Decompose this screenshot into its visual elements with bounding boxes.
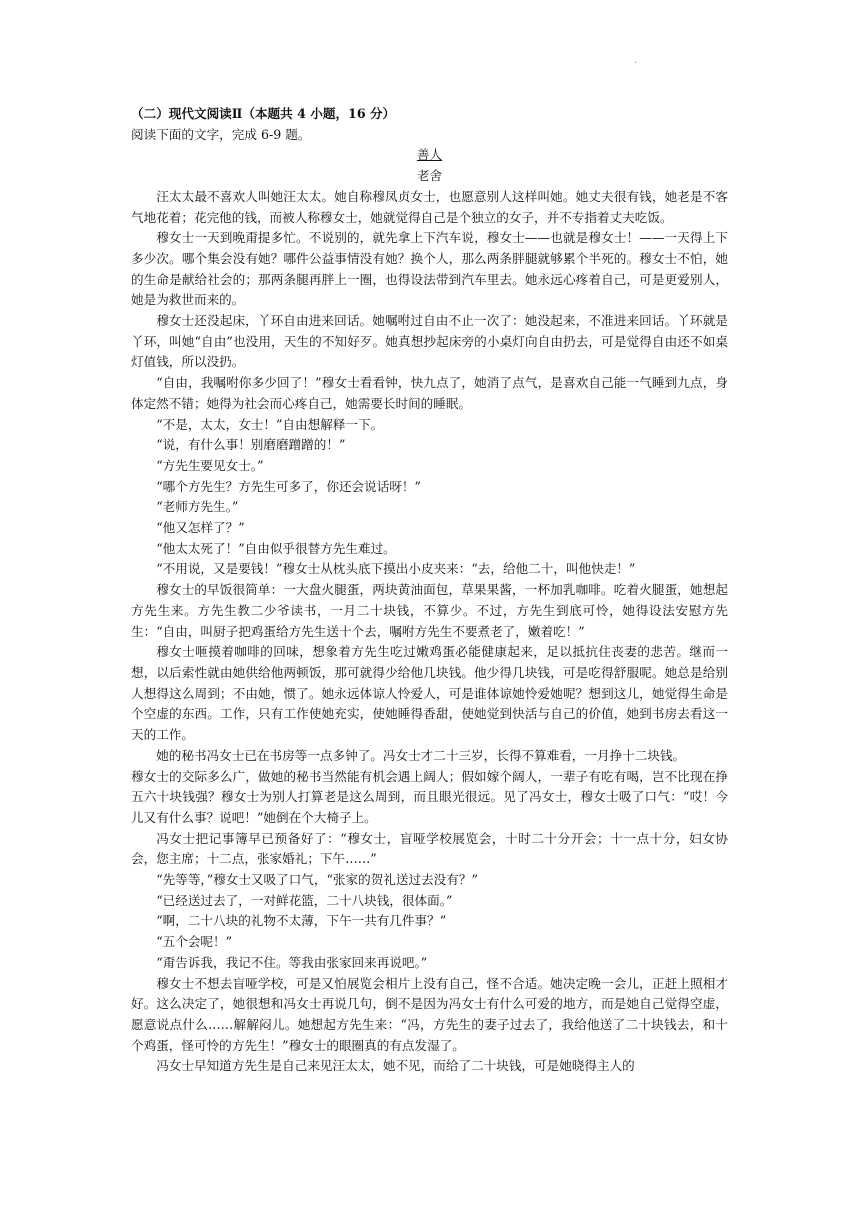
paragraph: 穆女士还没起床，丫环自由进来回话。她嘱咐过自由不止一次了：她没起来，不准进来回话。丫环就是丫环，叫她“自由”也没用，天生的不知好歹。她真想抄起床旁的小桌灯向自由扔去，可是觉得自由还不如桌灯值钱，所以没扔。 xyxy=(131,313,728,370)
story-title-text: 善人 xyxy=(416,147,443,163)
dialogue-line: “五个会呢！” xyxy=(156,934,233,950)
dialogue-line: “老师方先生。” xyxy=(156,499,239,515)
paragraph: 穆女士咂摸着咖啡的回味，想象着方先生吃过嫩鸡蛋必能健康起来，足以抵抗住丧妻的悲苦。继而一想，以后索性就由她供给他两顿饭，那可就得少给他几块钱。他少得几块钱，可是吃得舒服呢。她总是给别人想得这么周到；不由她，惯了。她永远体谅人怜爱人，可是谁体谅她怜爱她呢？想到这儿，她觉得生命是个空虚的东西。工作，只有工作使她充实，使她睡得香甜，使她觉到快活与自己的价值，她到书房去看这一天的工作。 xyxy=(131,644,728,743)
dialogue-line: “先等等，”穆女士又吸了口气，“张家的贺礼送过去没有？” xyxy=(156,872,478,888)
dialogue-line: “方先生要见女士。” xyxy=(156,457,264,473)
dialogue-line: “啊，二十八块的礼物不太薄，下午一共有几件事？” xyxy=(156,913,447,929)
dialogue-line: “不是，太太，女士！”自由想解释一下。 xyxy=(156,416,384,432)
dialogue-line: “说，有什么事！别磨磨蹭蹭的！” xyxy=(156,437,346,453)
dialogue-line: “不用说，又是要钱！”穆女士从枕头底下摸出小皮夹来：“去，给他二十，叫他快走！” xyxy=(156,561,636,577)
paragraph: 冯女士把记事簿早已预备好了：“穆女士，盲哑学校展览会，十时二十分开会；十一点十分，妇女协会，您主席；十二点，张家婚礼；下午……” xyxy=(131,830,728,867)
paragraph: “自由，我嘱咐你多少回了！”穆女士看看钟，快九点了，她消了点气，是喜欢自己能一气睡到九点，身体定然不错；她得为社会而心疼自己，她需要长时间的睡眠。 xyxy=(131,375,728,411)
dialogue-line: “他又怎样了？” xyxy=(156,520,245,536)
section-heading: （二）现代文阅读Ⅱ（本题共 4 小题，16 分） xyxy=(131,106,396,121)
dialogue-line: “已经送过去了，一对鲜花篮，二十八块钱，很体面。” xyxy=(156,892,453,908)
paragraph: 穆女士的早饭很简单：一大盘火腿蛋，两块黄油面包，草果果酱，一杯加乳咖啡。吃着火腿蛋，她想起方先生来。方先生教二少爷读书，一月二十块钱，不算少。不过，方先生到底可怜，她得设法安慰方先生：“自由，叫厨子把鸡蛋给方先生送十个去，嘱咐方先生不要煮老了，嫩着吃！” xyxy=(131,582,728,639)
paragraph: 穆女士不想去盲哑学校，可是又怕展览会相片上没有自己，怪不合适。她决定晚一会儿，正赶上照相才好。这么决定了，她很想和冯女士再说几句，倒不是因为冯女士有什么可爱的地方，而是她自己觉得空虚，愿意说点什么……解解闷儿。她想起方先生来：“冯，方先生的妻子过去了，我给他送了二十块钱去，和十个鸡蛋，怪可怜的方先生！”穆女士的眼圈真的有点发湿了。 xyxy=(131,975,728,1053)
article-body xyxy=(131,104,728,1077)
corner-mark: · xyxy=(634,58,638,69)
paragraph: 穆女士一天到晚甭提多忙。不说别的，就先拿上下汽车说，穆女士——也就是穆女士！——一天得上下多少次。哪个集会没有她？哪件公益事情没有她？换个人，那么两条胖腿就够累个半死的。穆女士不怕，她的生命是献给社会的；那两条腿再胖上一圈，也得设法带到汽车里去。她永远心疼着自己，可是更爱别人，她是为救世而来的。 xyxy=(131,230,728,308)
paragraph: 汪太太最不喜欢人叫她汪太太。她自称穆凤贞女士，也愿意别人这样叫她。她丈夫很有钱，她老是不客气地花着；花完他的钱，而被人称穆女士，她就觉得自己是个独立的女子，并不专指着丈夫吃饭。 xyxy=(131,188,728,225)
paragraph: 穆女士的交际多么广，做她的秘书当然能有机会遇上阔人；假如嫁个阔人，一辈子有吃有喝，岂不比现在挣五六十块钱强？穆女士为别人打算老是这么周到，而且眼光很远。见了冯女士，穆女士吸了口气：“哎！今儿又有什么事？说吧！”她倒在个大椅子上。 xyxy=(131,768,728,825)
dialogue-line: “甭告诉我，我记不住。等我由张家回来再说吧。” xyxy=(156,954,428,970)
paragraph: 冯女士早知道方先生是自己来见汪太太，她不见，而给了二十块钱，可是她晓得主人的 xyxy=(156,1058,635,1074)
author-name: 老舍 xyxy=(416,168,443,184)
dialogue-line: “哪个方先生？方先生可多了，你还会说话呀！” xyxy=(156,478,421,494)
story-title xyxy=(131,145,728,166)
instruction-text: 阅读下面的文字，完成 6-9 题。 xyxy=(131,126,311,142)
dialogue-line: “他太太死了！”自由似乎很替方先生难过。 xyxy=(156,540,396,556)
paragraph: 她的秘书冯女士已在书房等一点多钟了。冯女士才二十三岁，长得不算难看，一月挣十二块钱。 xyxy=(156,747,686,763)
